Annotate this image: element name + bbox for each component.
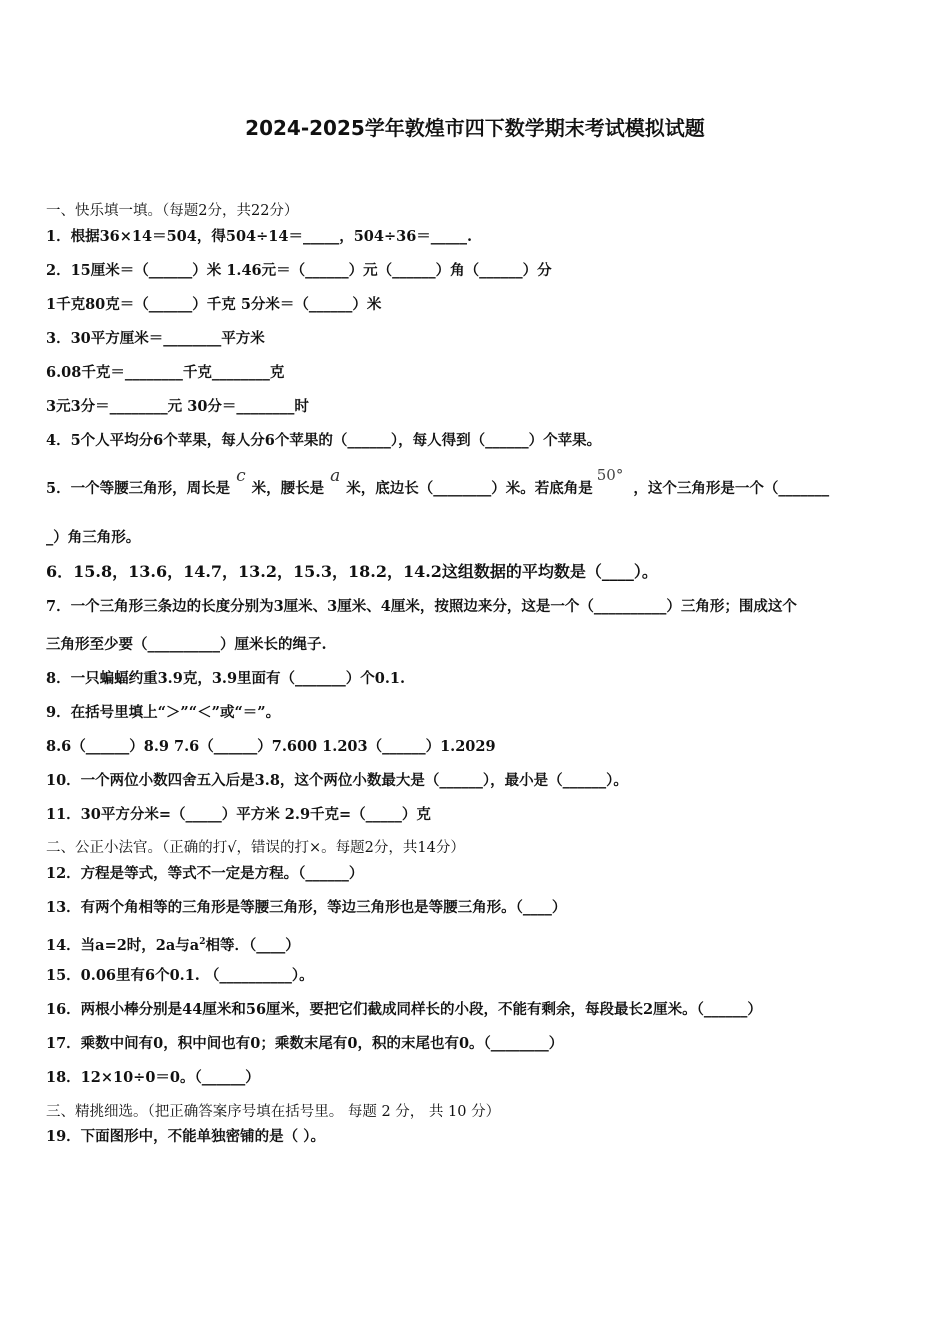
question-9: 9．在括号里填上“＞”“＜”或“＝”。 [46,704,281,721]
question-14 [46,932,300,956]
question-6: 6．15.8，13.6，14.7，13.2，15.3，18.2，14.2这组数据的平均数是（____）。 [46,562,658,581]
question-1: 1．根据36×14＝504，得504÷14＝_____，504÷36＝_____. [46,228,473,245]
variable-a: a [330,466,341,486]
question-8: 8．一只蝙蝠约重3.9克，3.9里面有（_______）个0.1. [46,670,406,687]
question-5-part-1: 5．一个等腰三角形，周长是 [46,480,231,497]
question-14-pre: 14．当a=2时，2a与a [46,936,200,954]
question-2a: 2．15厘米＝（______）米 1.46元＝（______）元（______）角（______）分 [46,262,552,279]
section-2-heading: 二、公正小法官。（正确的打√，错误的打×。每题2分，共14分） [46,840,465,856]
question-16: 16．两根小棒分别是44厘米和56厘米，要把它们截成同样长的小段，不能有剩余，每段最长2厘米。（______） [46,1001,762,1018]
section-1-heading: 一、快乐填一填。（每题2分，共22分） [46,203,299,219]
question-10: 10．一个两位小数四舍五入后是3.8，这个两位小数最大是（______），最小是（______）。 [46,772,628,789]
question-18: 18．12×10÷0＝0。（______） [46,1069,260,1086]
question-3a: 3．30平方厘米＝________平方米 [46,330,265,347]
question-14-post: 相等．（____） [205,936,300,954]
question-13: 13．有两个角相等的三角形是等腰三角形，等边三角形也是等腰三角形。（____） [46,899,567,916]
question-11: 11．30平方分米=（_____）平方米 2.9千克=（_____）克 [46,806,431,823]
question-4: 4．5个人平均分6个苹果，每人分6个苹果的（______），每人得到（______）个苹果。 [46,432,602,449]
angle-value: 50° [596,466,624,484]
page-title: 2024-2025学年敦煌市四下数学期末考试模拟试题 [245,116,705,140]
question-12: 12．方程是等式，等式不一定是方程。（______） [46,865,364,882]
section-3-heading: 三、精挑细选。（把正确答案序号填在括号里。 每题 2 分， 共 10 分） [46,1104,501,1120]
question-15: 15．0.06里有6个0.1. （__________）。 [46,967,314,984]
variable-c: c [236,466,246,486]
question-5-continued: _）角三角形。 [46,529,141,546]
question-7b: 三角形至少要（__________）厘米长的绳子. [46,636,327,653]
question-5-part-4: ，这个三角形是一个（_______ [633,480,830,497]
question-5-part-3: 米，底边长（________）米。若底角是 [346,480,593,497]
question-9b: 8.6（______）8.9 7.6（______）7.600 1.203（______）1.2029 [46,738,496,755]
question-5 [46,466,830,499]
question-2b: 1千克80克＝（______）千克 5分米＝（______）米 [46,296,382,313]
question-17: 17．乘数中间有0，积中间也有0；乘数末尾有0，积的末尾也有0。（________） [46,1035,564,1052]
question-3c: 3元3分＝________元 30分＝________时 [46,398,309,415]
question-19: 19．下面图形中，不能单独密铺的是（ ）。 [46,1128,325,1145]
question-3b: 6.08千克＝________千克________克 [46,364,285,381]
question-5-part-2: 米，腰长是 [251,480,325,497]
exponent: 2 [199,937,206,947]
question-7a: 7．一个三角形三条边的长度分别为3厘米、3厘米、4厘米，按照边来分，这是一个（__________）三角形；围成这个 [46,598,797,615]
